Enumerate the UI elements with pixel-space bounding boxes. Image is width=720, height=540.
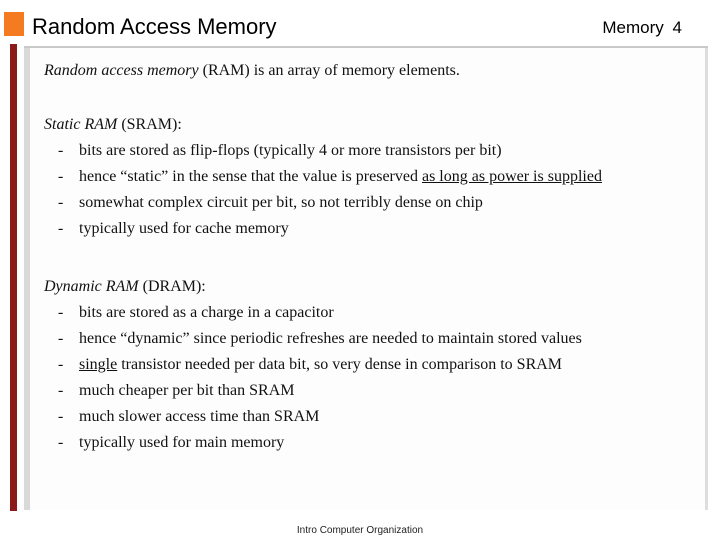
- sram-bullet-list: [44, 138, 694, 242]
- dram-heading-rest: (DRAM):: [138, 278, 206, 295]
- bullet-text: somewhat complex circuit per bit, so not terribly dense on chip: [79, 194, 483, 211]
- bullet-dash: -: [58, 330, 64, 347]
- bullet-text: much cheaper per bit than SRAM: [79, 382, 295, 399]
- bullet-text: hence “dynamic” since periodic refreshes are needed to maintain stored values: [79, 330, 582, 347]
- list-item: [44, 352, 694, 378]
- intro-italic-term: Random access memory: [44, 62, 199, 79]
- slide-number-value: 4: [672, 18, 682, 37]
- sram-heading-rest: (SRAM):: [117, 116, 182, 133]
- slide-content: [44, 58, 694, 488]
- bullet-dash: -: [58, 220, 64, 237]
- sram-heading: [44, 112, 694, 138]
- bullet-dash: -: [58, 434, 64, 451]
- bullet-dash: -: [58, 304, 64, 321]
- bullet-dash: -: [58, 142, 64, 159]
- bullet-dash: -: [58, 356, 64, 373]
- bullet-text: bits are stored as flip-flops (typically 4 or more transistors per bit): [79, 142, 502, 159]
- bullet-text: bits are stored as a charge in a capacitor: [79, 304, 334, 321]
- slide-title: Random Access Memory: [32, 14, 277, 39]
- bullet-dash: -: [58, 168, 64, 185]
- left-accent-bar: [10, 44, 17, 511]
- list-item: [44, 326, 694, 352]
- bullet-text: transistor needed per data bit, so very dense in comparison to SRAM: [117, 356, 563, 373]
- intro-paragraph: [44, 58, 694, 84]
- list-item: [44, 190, 694, 216]
- list-item: [44, 300, 694, 326]
- dram-heading: [44, 274, 694, 300]
- list-item: [44, 404, 694, 430]
- bullet-text: much slower access time than SRAM: [79, 408, 320, 425]
- list-item: [44, 430, 694, 456]
- bullet-underlined-text: as long as power is supplied: [421, 168, 602, 185]
- title-accent-square: [4, 12, 24, 36]
- bullet-dash: -: [58, 408, 64, 425]
- bullet-text: hence “static” in the sense that the value is preserved: [79, 168, 422, 185]
- bullet-text: typically used for main memory: [79, 434, 285, 451]
- bullet-dash: -: [58, 382, 64, 399]
- panel-right-edge: [705, 48, 708, 510]
- intro-rest: (RAM) is an array of memory elements.: [198, 62, 460, 79]
- sram-heading-italic: Static RAM: [44, 116, 118, 133]
- footer-text: Intro Computer Organization: [296, 525, 424, 536]
- list-item: [44, 378, 694, 404]
- bullet-text: typically used for cache memory: [79, 220, 289, 237]
- list-item: [44, 164, 694, 190]
- list-item: [44, 138, 694, 164]
- slide-label: Memory: [602, 18, 664, 37]
- dram-heading-italic: Dynamic RAM: [44, 278, 139, 295]
- dram-bullet-list: [44, 300, 694, 456]
- bullet-underlined-text: single: [79, 356, 118, 373]
- slide-number: [602, 18, 682, 38]
- list-item: [44, 216, 694, 242]
- bullet-dash: -: [58, 194, 64, 211]
